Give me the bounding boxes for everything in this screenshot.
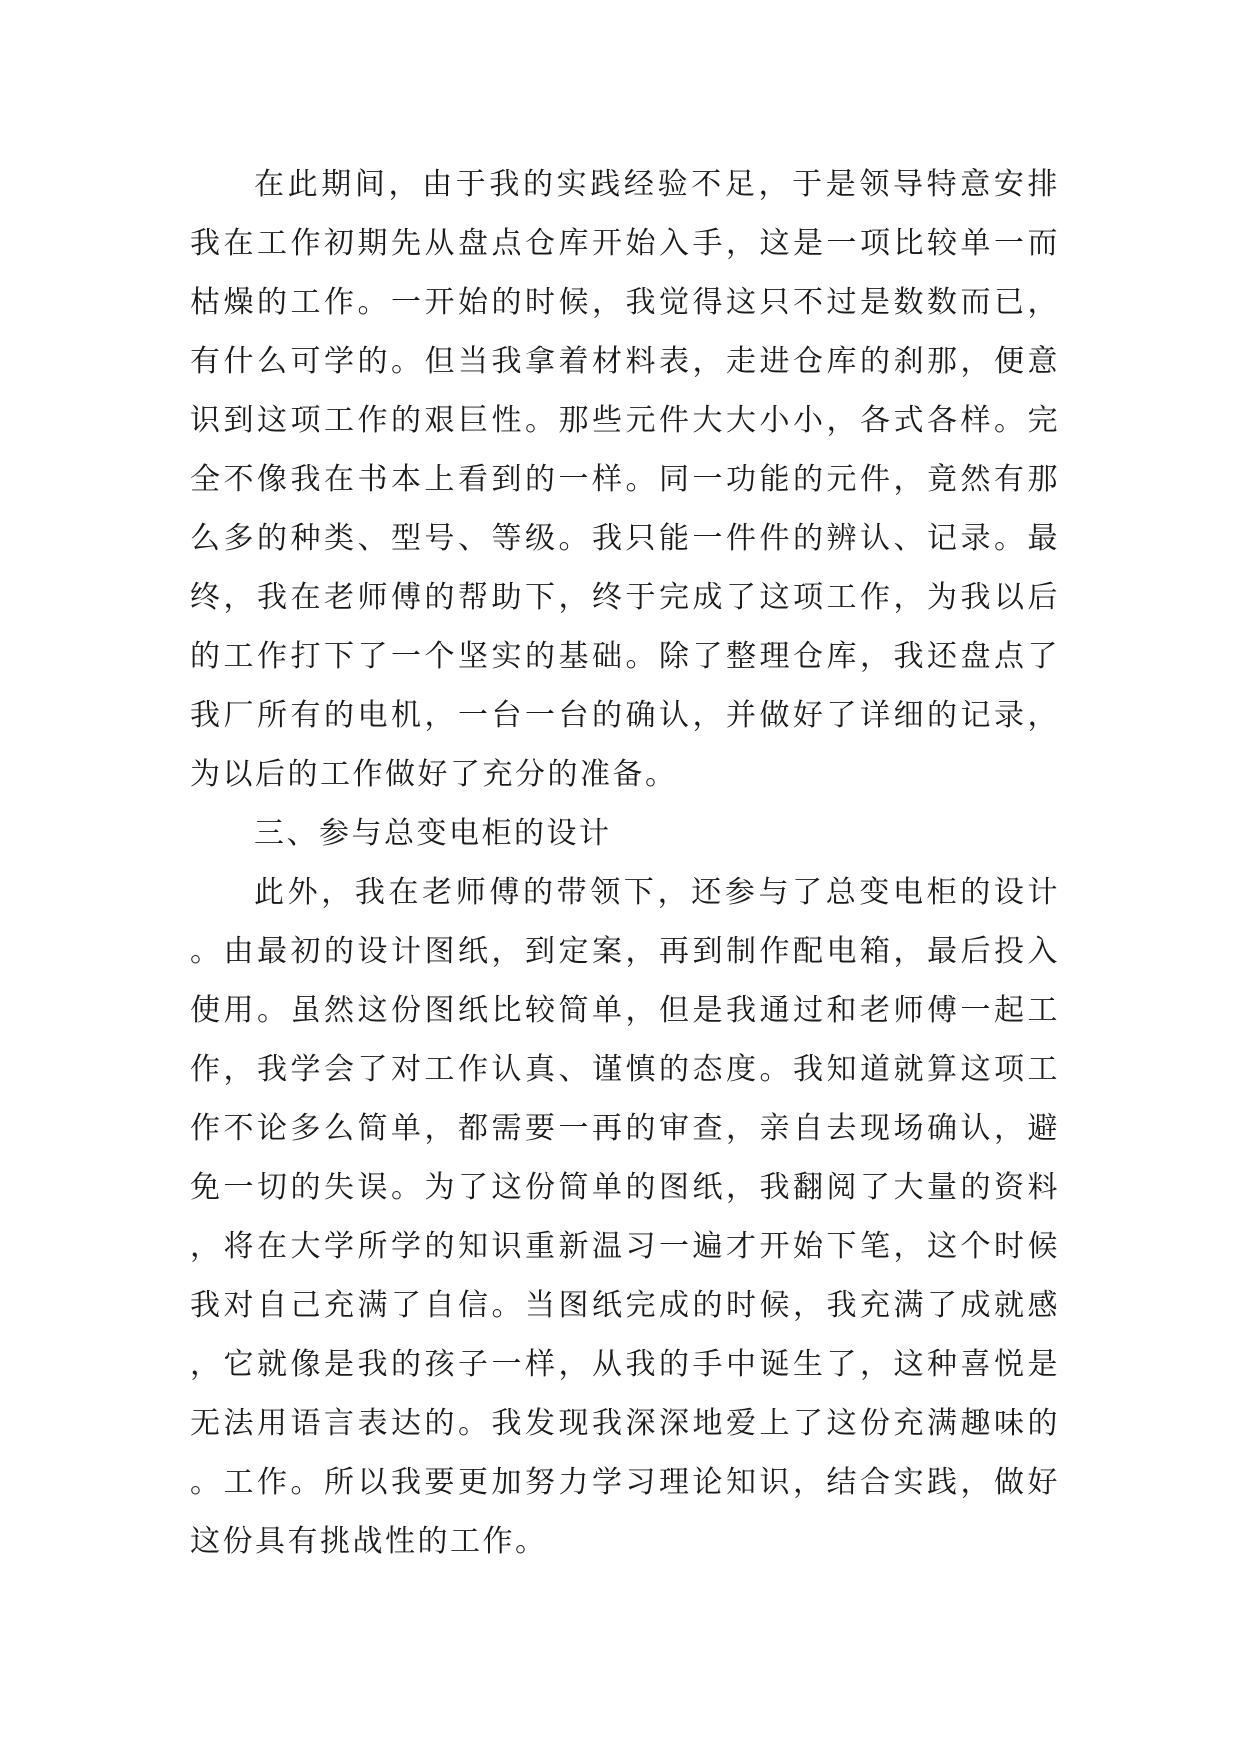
paragraph-warehouse-inventory: 在此期间，由于我的实践经验不足，于是领导特意安排我在工作初期先从盘点仓库开始入手，这是一项比较单一而枯燥的工作。一开始的时候，我觉得这只不过是数数而已，有什么可学的。但当我拿着材料表，走进仓库的刹那，便意识到这项工作的艰巨性。那些元件大大小小，各式各样。完全不像我在书本上看到的一样。同一功能的元件，竟然有那么多的种类、型号、等级。我只能一件件的辨认、记录。最终，我在老师傅的帮助下，终于完成了这项工作，为我以后的工作打下了一个坚实的基础。除了整理仓库，我还盘点了我厂所有的电机，一台一台的确认，并做好了详细的记录，为以后的工作做好了充分的准备。 [190, 167, 1060, 792]
section-heading: 三、参与总变电柜的设计 [254, 816, 612, 851]
document-body [190, 155, 1060, 1571]
paragraph-substation-design: 此外，我在老师傅的带领下，还参与了总变电柜的设计。由最初的设计图纸，到定案，再到制作配电箱，最后投入使用。虽然这份图纸比较简单，但是我通过和老师傅一起工作，我学会了对工作认真、谨慎的态度。我知道就算这项工作不论多么简单，都需要一再的审查，亲自去现场确认，避免一切的失误。为了这份简单的图纸，我翻阅了大量的资料，将在大学所学的知识重新温习一遍才开始下笔，这个时候我对自己充满了自信。当图纸完成的时候，我充满了成就感，它就像是我的孩子一样，从我的手中诞生了，这种喜悦是无法用语言表达的。我发现我深深地爱上了这份充满趣味的。工作。所以我要更加努力学习理论知识，结合实践，做好这份具有挑战性的工作。 [190, 875, 1060, 1559]
